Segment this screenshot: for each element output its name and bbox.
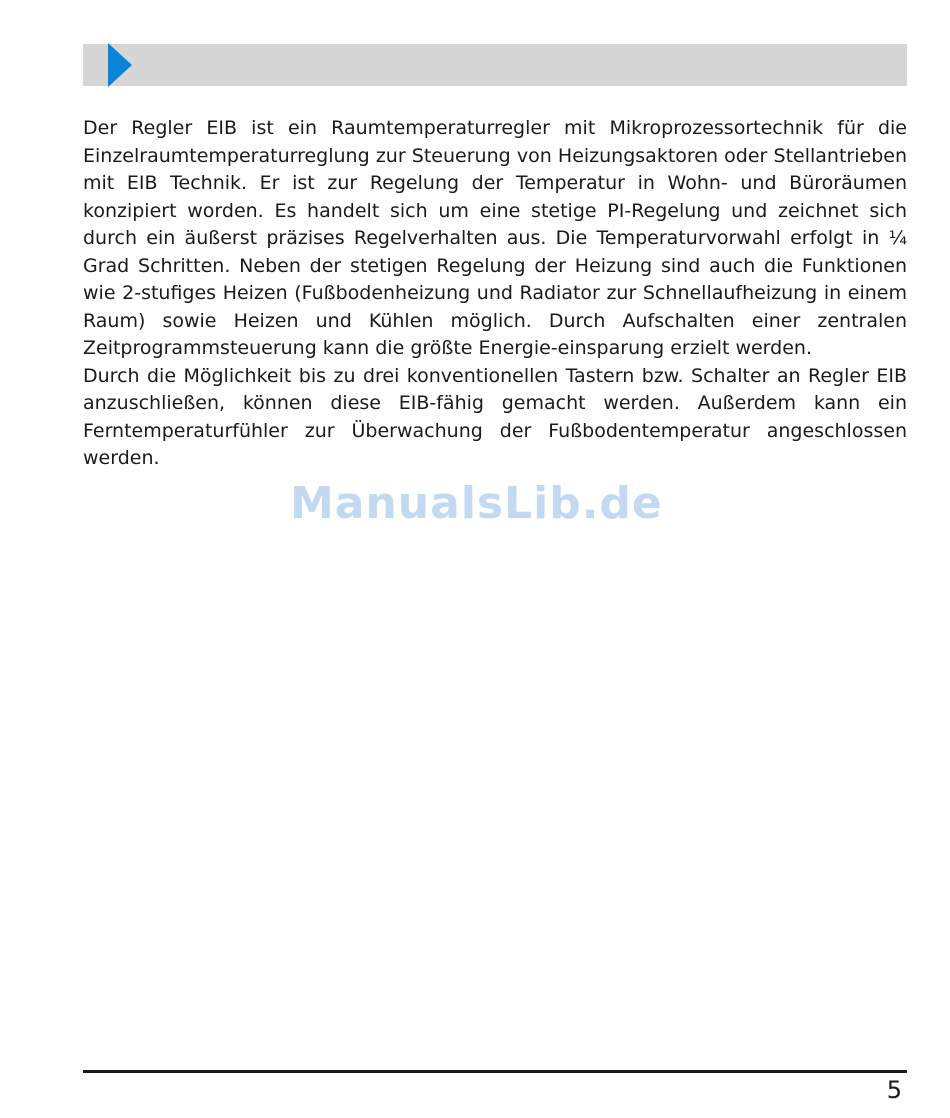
paragraph-intro: Der Regler EIB ist ein Raumtemperaturregler mit Mikroprozessortechnik für die Einzelraumtemperaturreglung zur Steuerung von Heizungsaktoren oder Stellantrieben mit EIB Technik. Er ist zur Regelung der Temperatur in Wohn- und Büroräumen konzipiert worden. Es handelt sich um eine stetige PI-Regelung und zeichnet sich durch ein äußerst präzises Regelverhalten aus. Die Temperaturvorwahl erfolgt in ¼ Grad Schritten. Neben der stetigen Regelung der Heizung sind auch die Funktionen wie 2-stufiges Heizen (Fußbodenheizung und Radiator zur Schnellaufheizung in einem Raum) sowie Heizen und Kühlen möglich. Durch Aufschalten einer zentralen Zeitprogrammsteuerung kann die größte Energie-einsparung erzielt werden.	[83, 117, 907, 359]
footer-divider	[83, 1070, 907, 1073]
page-number: 5	[886, 1076, 902, 1104]
body-text	[83, 115, 907, 473]
watermark: ManualsLib.de	[290, 478, 663, 529]
arrow-right-icon	[108, 43, 132, 87]
paragraph-switches: Durch die Möglichkeit bis zu drei konventionellen Tastern bzw. Schalter an Regler EIB anzuschließen, können diese EIB-fähig gemacht werden. Außerdem kann ein Ferntemperaturfühler zur Überwachung der Fußbodentemperatur angeschlossen werden.	[83, 364, 907, 469]
section-header-bar	[83, 44, 907, 86]
